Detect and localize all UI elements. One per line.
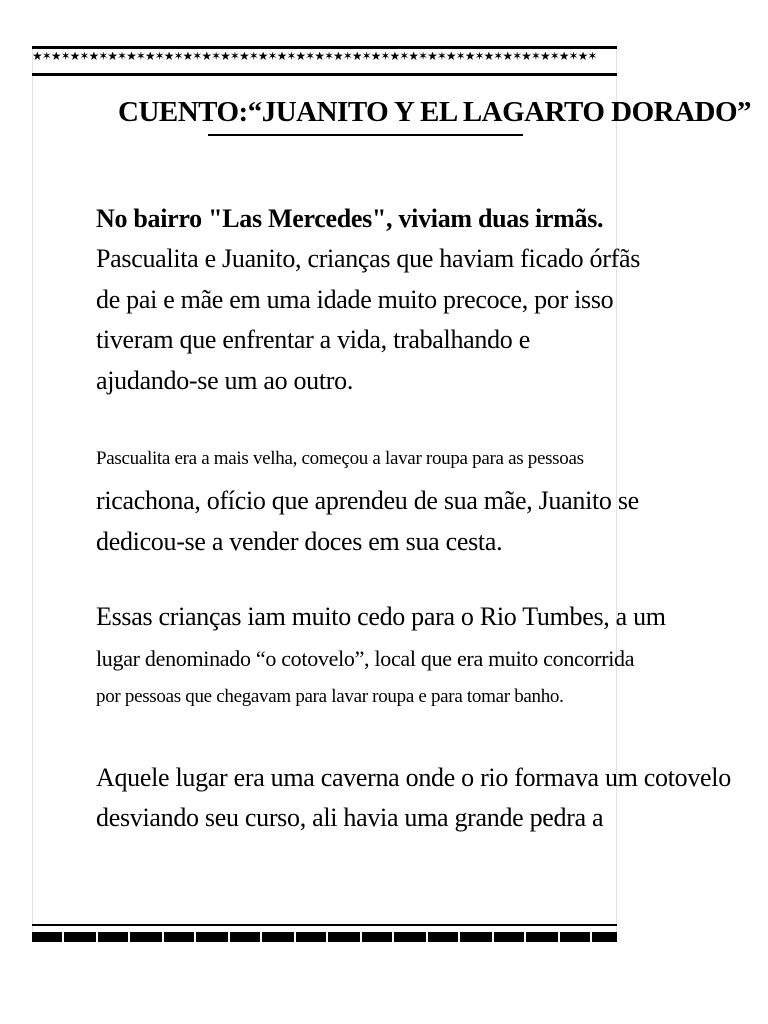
text-line-4: tiveram que enfrentar a vida, trabalhando e	[96, 325, 530, 354]
text-line-7: ricachona, ofício que aprendeu de sua mãe, Juanito se	[96, 486, 639, 515]
text-line-6: Pascualita era a mais velha, começou a lavar roupa para as pessoas	[96, 448, 584, 469]
star-pattern: ★✶★✶★✶★✶★✶★✶★✶★✶★✶★✶★✶★✶★✶★✶★✶★✶★✶★✶★✶★✶★✶★✶★✶★✶★✶★✶★✶★✶★✶★✶	[32, 52, 597, 63]
text-line-2: Pascualita e Juanito, crianças que haviam ficado órfãs	[96, 244, 641, 273]
bottom-border-thin-line	[32, 924, 617, 926]
text-line-12: Aquele lugar era uma caverna onde o rio formava um cotovelo	[96, 763, 731, 792]
title-underline	[208, 134, 523, 136]
bottom-border-thick-line	[32, 932, 617, 942]
decorative-star-border	[32, 46, 617, 76]
page-title: CUENTO:“JUANITO Y EL LAGARTO DORADO”	[118, 96, 752, 128]
text-line-5: ajudando-se um ao outro.	[96, 366, 354, 395]
text-line-9: Essas crianças iam muito cedo para o Rio Tumbes, a um	[96, 602, 666, 631]
decorative-bottom-border	[32, 924, 617, 944]
text-line-10: lugar denominado “o cotovelo”, local que era muito concorrida	[96, 646, 635, 671]
text-line-3: de pai e mãe em uma idade muito precoce, por isso	[96, 285, 614, 314]
text-line-13: desviando seu curso, ali havia uma grande pedra a	[96, 803, 604, 832]
text-line-1: No bairro "Las Mercedes", viviam duas irmãs.	[96, 204, 604, 233]
text-line-8: dedicou-se a vender doces em sua cesta.	[96, 527, 503, 556]
text-line-11: por pessoas que chegavam para lavar roupa e para tomar banho.	[96, 686, 564, 707]
